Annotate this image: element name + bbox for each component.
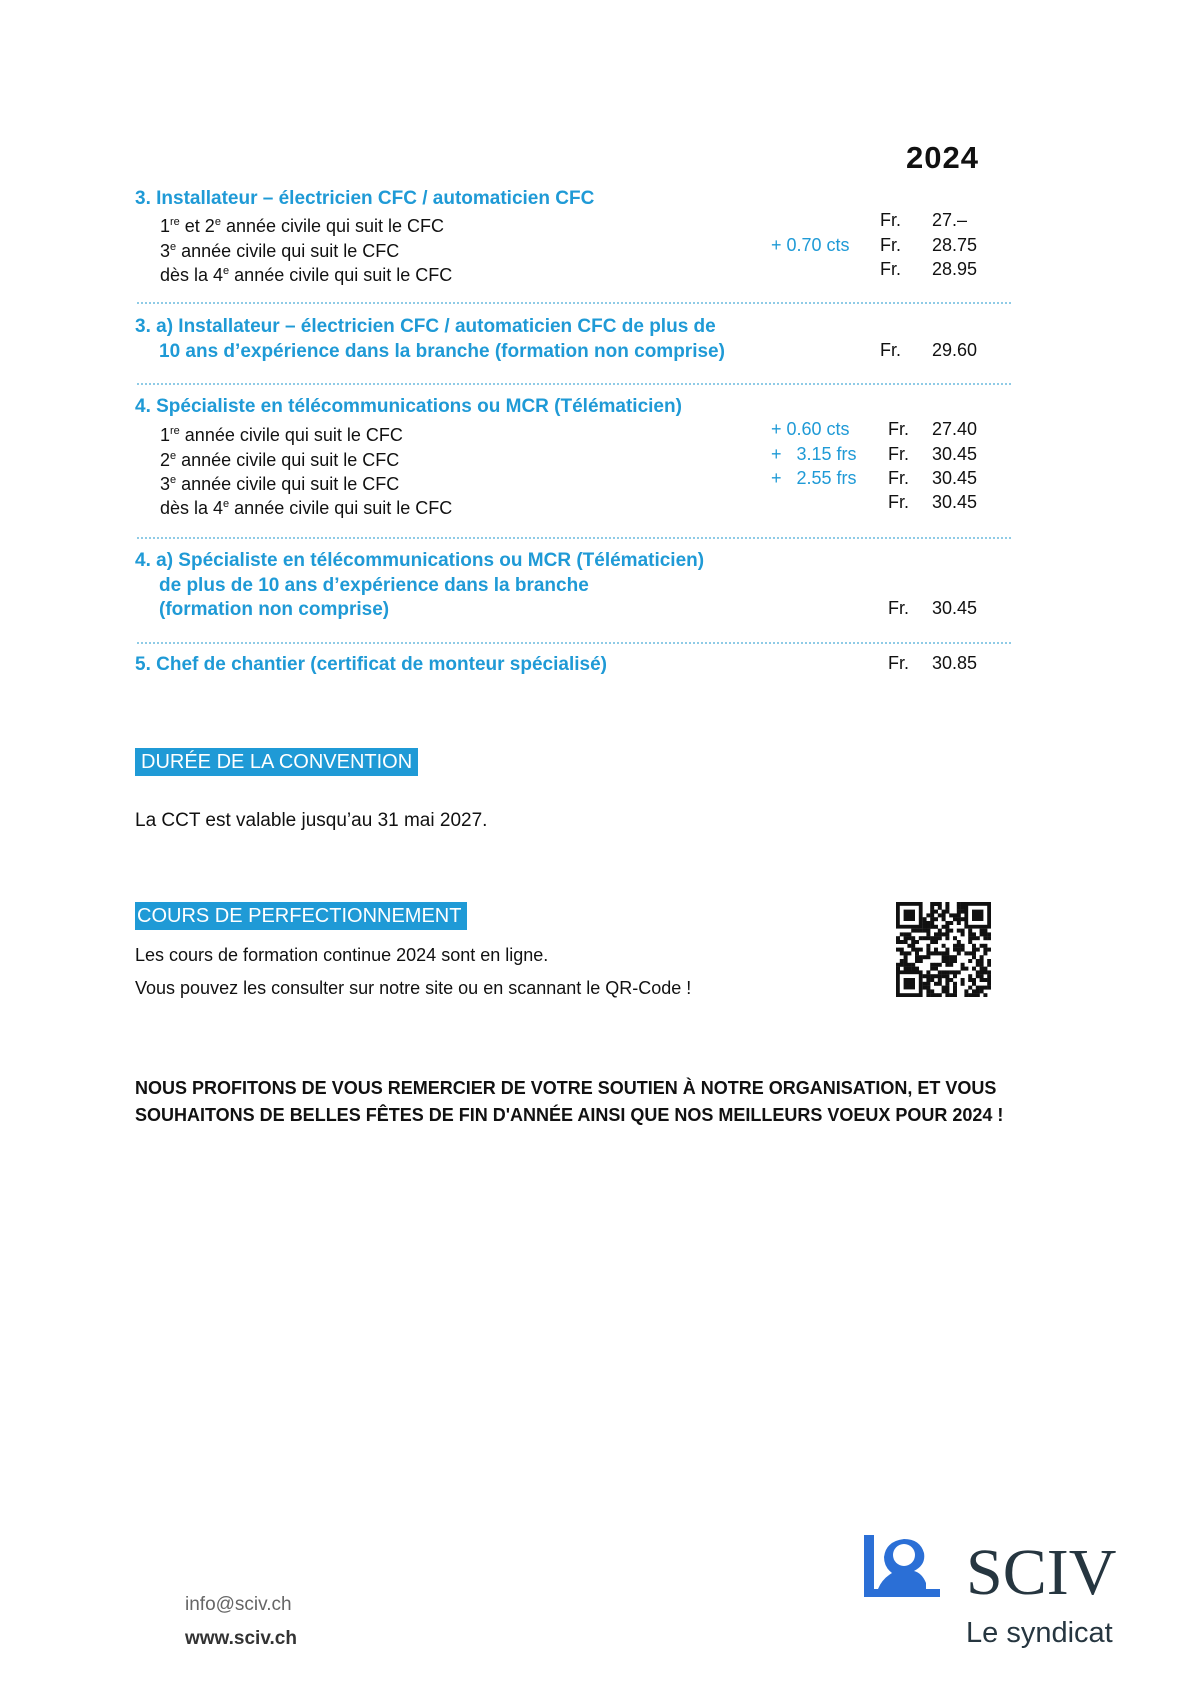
footer-website[interactable]: www.sciv.ch <box>185 1628 297 1649</box>
courses-heading: COURS DE PERFECTIONNEMENT <box>135 902 467 930</box>
s4-row-1-increase: + 0.60 cts <box>771 419 850 439</box>
convention-heading: DURÉE DE LA CONVENTION <box>135 748 418 776</box>
logo-tagline: Le syndicat <box>966 1617 1113 1649</box>
thanks-line1: NOUS PROFITONS DE VOUS REMERCIER DE VOTRE SOUTIEN À NOTRE ORGANISATION, ET VOUS <box>135 1078 997 1098</box>
logo-name: SCIV <box>966 1536 1117 1609</box>
divider <box>137 642 1011 644</box>
section-4a-title-line3: (formation non comprise) <box>159 599 390 620</box>
s3-row-3-currency: Fr. <box>880 259 901 279</box>
s5-currency: Fr. <box>888 653 909 673</box>
footer-email[interactable]: info@sciv.ch <box>185 1594 292 1615</box>
s4-row-1-value: 27.40 <box>932 419 978 439</box>
s3-row-1-label: 1re et 2e année civile qui suit le CFC <box>160 216 445 236</box>
qr-code-icon[interactable] <box>896 902 991 997</box>
s5-value: 30.85 <box>932 653 978 673</box>
s4-row-3-label: 3e année civile qui suit le CFC <box>160 474 400 494</box>
s3-row-2-label: 3e année civile qui suit le CFC <box>160 241 400 261</box>
section-4-title: 4. Spécialiste en télécommunications ou MCR (Télématicien) <box>135 396 682 417</box>
section-4a-title-line2: de plus de 10 ans d’expérience dans la branche <box>159 575 589 596</box>
section-3a-title-line2: 10 ans d’expérience dans la branche (formation non comprise) <box>159 341 725 362</box>
s3-row-1-value: 27.– <box>932 210 968 230</box>
s3a-currency: Fr. <box>880 340 901 360</box>
s4-row-2-currency: Fr. <box>888 444 909 464</box>
s4-row-3-value: 30.45 <box>932 468 978 488</box>
s4-row-2-value: 30.45 <box>932 444 978 464</box>
sciv-logo-icon <box>864 1535 944 1597</box>
s4-row-1-currency: Fr. <box>888 419 909 439</box>
s4-row-1-label: 1re année civile qui suit le CFC <box>160 425 403 445</box>
divider <box>137 302 1011 304</box>
divider <box>137 537 1011 539</box>
section-3a-title-line1: 3. a) Installateur – électricien CFC / automaticien CFC de plus de <box>135 316 716 337</box>
section-3-title: 3. Installateur – électricien CFC / automaticien CFC <box>135 188 595 209</box>
s4a-value: 30.45 <box>932 598 978 618</box>
s3-row-2-currency: Fr. <box>880 235 901 255</box>
s3-row-2-value: 28.75 <box>932 235 978 255</box>
s3-row-3-label: dès la 4e année civile qui suit le CFC <box>160 265 453 285</box>
s4a-currency: Fr. <box>888 598 909 618</box>
section-5-title: 5. Chef de chantier (certificat de monteur spécialisé) <box>135 654 607 675</box>
s3-row-3-value: 28.95 <box>932 259 978 279</box>
divider <box>137 383 1011 385</box>
courses-line1: Les cours de formation continue 2024 sont en ligne. <box>135 945 549 965</box>
s4-row-4-value: 30.45 <box>932 492 978 512</box>
s4-row-4-label: dès la 4e année civile qui suit le CFC <box>160 498 453 518</box>
thanks-message <box>135 1075 1095 1129</box>
s3a-value: 29.60 <box>932 340 978 360</box>
convention-text: La CCT est valable jusqu’au 31 mai 2027. <box>135 810 488 831</box>
year-header: 2024 <box>906 140 979 175</box>
s4-row-2-increase: + 3.15 frs <box>771 444 857 464</box>
thanks-line2: SOUHAITONS DE BELLES FÊTES DE FIN D'ANNÉE AINSI QUE NOS MEILLEURS VOEUX POUR 2024 ! <box>135 1105 1004 1125</box>
section-4a-title-line1: 4. a) Spécialiste en télécommunications ou MCR (Télématicien) <box>135 550 705 571</box>
s3-row-1-currency: Fr. <box>880 210 901 230</box>
s4-row-3-currency: Fr. <box>888 468 909 488</box>
s3-row-2-increase: + 0.70 cts <box>771 235 850 255</box>
s4-row-4-currency: Fr. <box>888 492 909 512</box>
courses-line2: Vous pouvez les consulter sur notre site ou en scannant le QR-Code ! <box>135 978 692 998</box>
s4-row-3-increase: + 2.55 frs <box>771 468 857 488</box>
s4-row-2-label: 2e année civile qui suit le CFC <box>160 450 400 470</box>
